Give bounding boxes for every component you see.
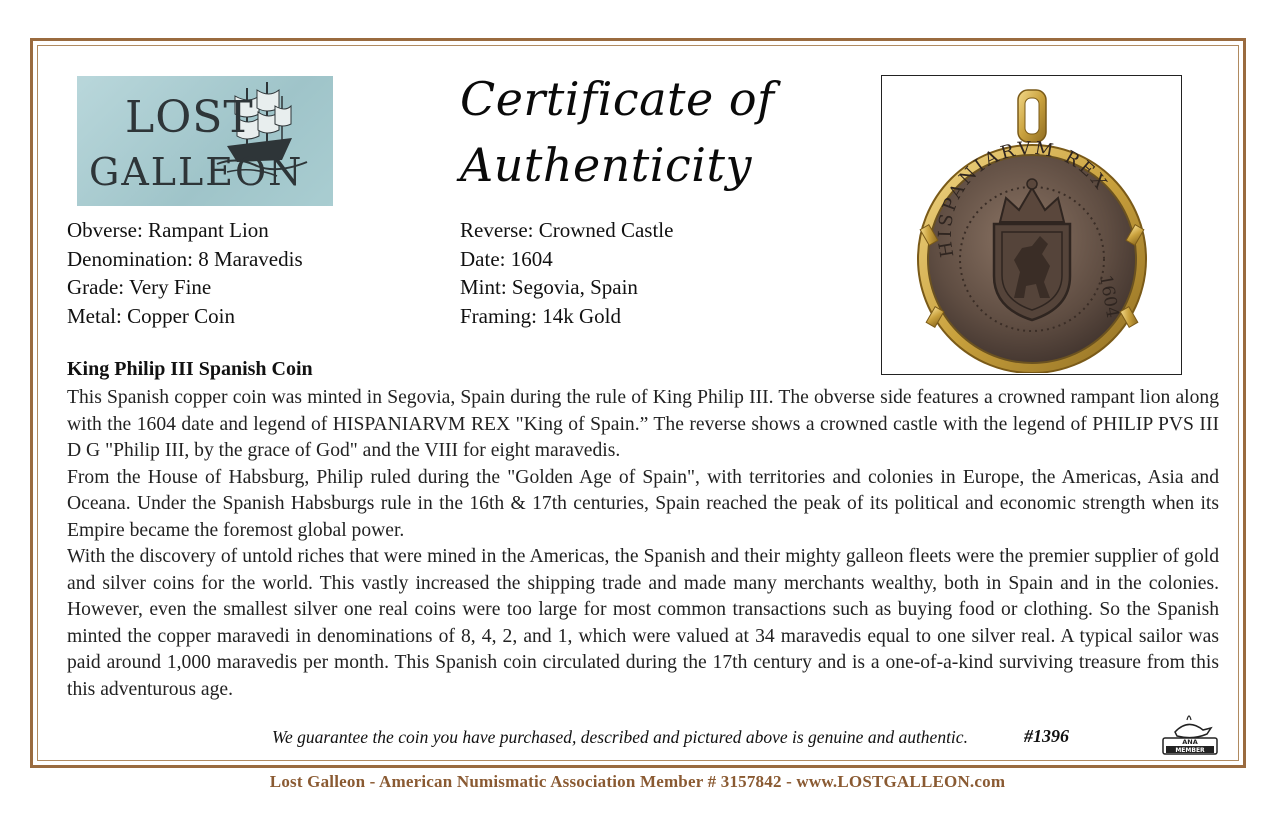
coin-date-text: 1604 xyxy=(1095,273,1123,320)
lost-galleon-logo xyxy=(77,76,333,206)
description-paragraph: From the House of Habsburg, Philip ruled during the "Golden Age of Spain", with territories and colonies in Europe, the Americas, Asia and Oceana. Under the Spanish Habsburgs rule in the 16th & 17th centuries, Spain reached the peak of its political and economic strength when its Empire became the foremost global power. xyxy=(67,466,1219,541)
spec-reverse: Reverse: Crowned Castle xyxy=(460,218,674,242)
guarantee-statement: We guarantee the coin you have purchased, described and pictured above is genuine and authentic. xyxy=(272,727,968,747)
certificate-number: #1396 xyxy=(1024,726,1069,746)
title-line-2: Authenticity xyxy=(460,138,752,192)
spec-metal: Metal: Copper Coin xyxy=(67,303,235,328)
logo-word-lost: LOST xyxy=(125,92,254,143)
oil-lamp-icon xyxy=(1153,708,1223,758)
spec-grade: Grade: Very Fine xyxy=(67,275,212,299)
spec-framing: Framing: 14k Gold xyxy=(460,303,621,328)
coin-pendant-icon xyxy=(882,76,1180,373)
description-paragraph: With the discovery of untold riches that were mined in the Americas, the Spanish and their mighty galleon fleets were the premier supplier of gold and silver coins for the world. This vastly increased the shipping trade and made many merchants wealthy, both in Spain and in the colonies. However, even the smallest silver one real coins were too large for most common transactions such as buying food or clothing. So the Spanish minted the copper maravedi in denominations of 8, 4, 2, and 1, which were valued at 34 maravedis equal to one silver real. A typical sailor was paid around 1,000 maravedis per month. This Spanish coin circulated during the 17th century and is a one-of-a-kind surviving treasure from this this adventurous age. xyxy=(67,546,1219,700)
coin-photo xyxy=(881,75,1182,375)
title-line-1: Certificate of xyxy=(460,72,775,126)
certificate-title xyxy=(460,66,800,198)
footer-line: Lost Galleon - American Numismatic Association Member # 3157842 - www.LOSTGALLEON.com xyxy=(269,772,1006,791)
spec-obverse: Obverse: Rampant Lion xyxy=(67,218,269,242)
badge-member-text: MEMBER xyxy=(1175,747,1205,754)
logo-word-galleon: GALLEON xyxy=(89,150,304,194)
description-heading: King Philip III Spanish Coin xyxy=(67,358,313,380)
description-body xyxy=(67,385,1219,703)
spec-mint: Mint: Segovia, Spain xyxy=(460,275,638,299)
specs-right-column xyxy=(460,216,673,330)
spec-denomination: Denomination: 8 Maravedis xyxy=(67,246,303,271)
badge-ana-text: ANA xyxy=(1182,738,1198,746)
ana-member-badge xyxy=(1153,708,1223,758)
coin-legend-text: HISPANIARVM REX xyxy=(934,137,1113,259)
description-paragraph: This Spanish copper coin was minted in Segovia, Spain during the rule of King Philip III. The obverse side features a crowned rampant lion along with the 1604 date and legend of HISPANIARVM REX "King of Spain.” The reverse shows a crowned castle with the legend of PHILIP PVS III D G "Philip III, by the grace of God" and the VIII for eight maravedis. xyxy=(67,387,1219,461)
specs-left-column xyxy=(67,216,303,330)
spec-date: Date: 1604 xyxy=(460,246,553,271)
